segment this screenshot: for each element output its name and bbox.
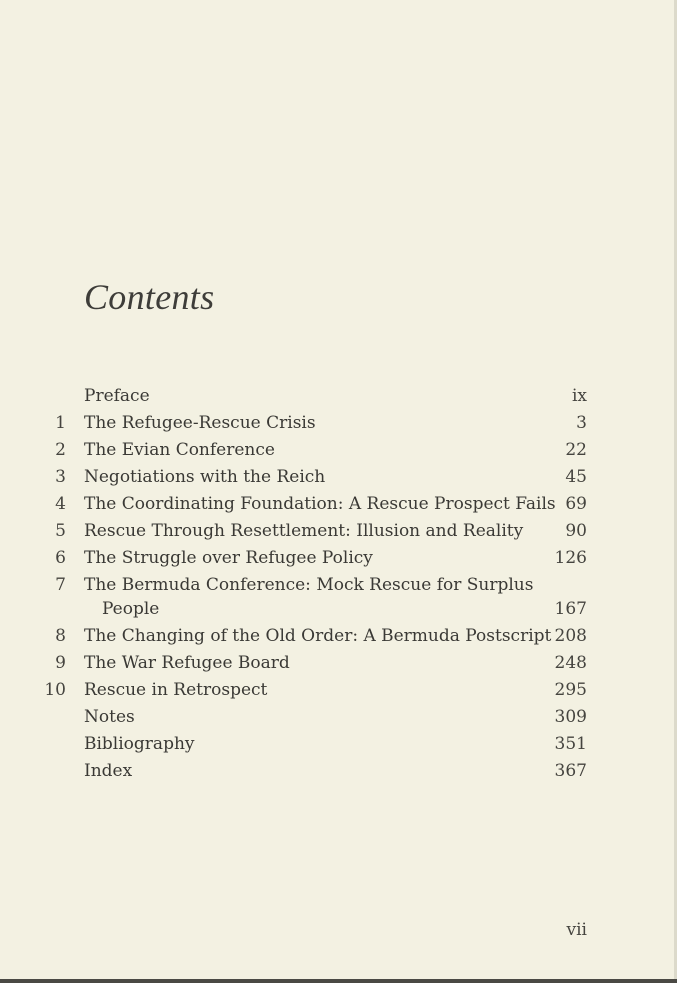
toc-entry-chapter-7 bbox=[0, 572, 677, 599]
chapter-number: 8 bbox=[55, 626, 66, 646]
page-number: 45 bbox=[565, 467, 587, 487]
page-title: Contents bbox=[84, 277, 215, 317]
toc-entry-bibliography bbox=[0, 731, 677, 758]
entry-title-continued: People bbox=[102, 599, 160, 619]
entry-title: The Refugee-Rescue Crisis bbox=[84, 413, 316, 433]
entry-title: Index bbox=[84, 761, 133, 781]
entry-title: Preface bbox=[84, 386, 150, 406]
toc-entry-chapter-3 bbox=[0, 464, 677, 491]
entry-title: The Struggle over Refugee Policy bbox=[84, 548, 373, 568]
toc-entry-chapter-4 bbox=[0, 491, 677, 518]
toc-entry-chapter-9 bbox=[0, 650, 677, 677]
page-number: 90 bbox=[565, 521, 587, 541]
page-number: ix bbox=[571, 386, 587, 406]
entry-title: Bibliography bbox=[84, 734, 195, 754]
chapter-number: 5 bbox=[55, 521, 66, 541]
page-number: 295 bbox=[554, 680, 587, 700]
entry-title: The Changing of the Old Order: A Bermuda Postscript bbox=[84, 626, 552, 646]
entry-title: Negotiations with the Reich bbox=[84, 467, 326, 487]
toc-entry-chapter-8 bbox=[0, 623, 677, 650]
toc-entry-preface bbox=[0, 383, 677, 410]
entry-title: The Evian Conference bbox=[84, 440, 275, 460]
page-number: 3 bbox=[576, 413, 587, 433]
page-number: 126 bbox=[554, 548, 587, 568]
chapter-number: 4 bbox=[55, 494, 66, 514]
page-bottom-border bbox=[0, 979, 677, 983]
toc-entry-index bbox=[0, 758, 677, 785]
chapter-number: 3 bbox=[55, 467, 66, 487]
entry-title: Notes bbox=[84, 707, 135, 727]
toc-entry-chapter-10 bbox=[0, 677, 677, 704]
page-number: 367 bbox=[554, 761, 587, 781]
page-number: 208 bbox=[554, 626, 587, 646]
entry-title: The War Refugee Board bbox=[84, 653, 290, 673]
chapter-number: 9 bbox=[55, 653, 66, 673]
page-folio: vii bbox=[566, 920, 587, 940]
page-number: 167 bbox=[554, 599, 587, 619]
toc-entry-chapter-6 bbox=[0, 545, 677, 572]
chapter-number: 7 bbox=[55, 575, 66, 595]
page-number: 351 bbox=[554, 734, 587, 754]
chapter-number: 2 bbox=[55, 440, 66, 460]
page-number: 22 bbox=[565, 440, 587, 460]
entry-title: Rescue in Retrospect bbox=[84, 680, 268, 700]
page-number: 248 bbox=[554, 653, 587, 673]
entry-title: Rescue Through Resettlement: Illusion and Reality bbox=[84, 521, 524, 541]
toc-entry-chapter-2 bbox=[0, 437, 677, 464]
toc-entry-chapter-1 bbox=[0, 410, 677, 437]
page-number: 309 bbox=[554, 707, 587, 727]
toc-entry-chapter-5 bbox=[0, 518, 677, 545]
chapter-number: 10 bbox=[44, 680, 66, 700]
toc-entry-notes bbox=[0, 704, 677, 731]
entry-title: The Coordinating Foundation: A Rescue Prospect Fails bbox=[84, 494, 556, 514]
entry-title: The Bermuda Conference: Mock Rescue for Surplus bbox=[84, 575, 534, 595]
chapter-number: 1 bbox=[55, 413, 66, 433]
toc-entry-chapter-7-continued bbox=[0, 596, 677, 623]
page-number: 69 bbox=[565, 494, 587, 514]
chapter-number: 6 bbox=[55, 548, 66, 568]
